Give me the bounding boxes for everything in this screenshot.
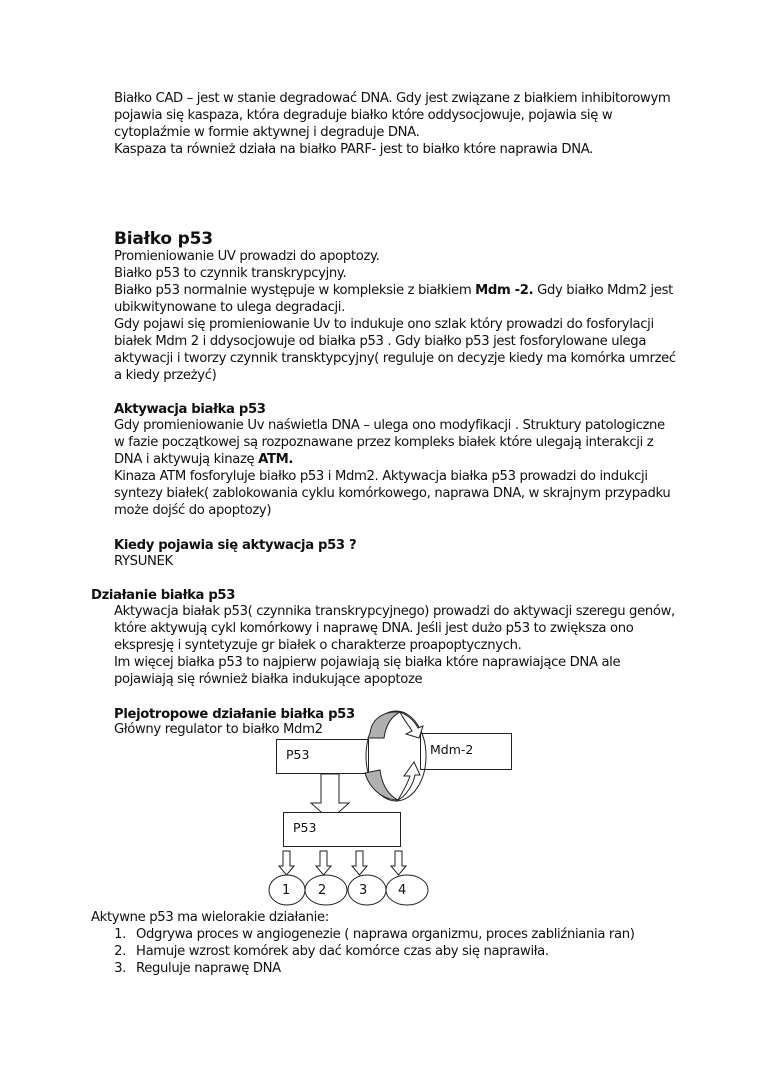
text-line: Główny regulator to białko Mdm2 <box>114 722 323 737</box>
text-line: pojawia się kaspaza, która degraduje białko które oddysocjowuje, pojawia się w <box>114 108 613 123</box>
section-heading: Działanie białka p53 <box>91 588 236 603</box>
target-label-4: 4 <box>398 883 406 898</box>
text-line: Kinaza ATM fosforyluje białko p53 i Mdm2. Aktywacja białka p53 prowadzi do indukcji <box>114 469 648 484</box>
list-number: 1. <box>114 927 126 942</box>
list-text: Hamuje wzrost komórek aby dać komórce czas aby się naprawiła. <box>136 944 549 959</box>
text-line: a kiedy przeżyć) <box>114 368 217 383</box>
down-arrow-icon <box>279 851 294 875</box>
list-item <box>92 961 281 978</box>
box-label: P53 <box>286 747 310 762</box>
text-span: Gdy białko Mdm2 jest <box>533 283 673 298</box>
target-label-3: 3 <box>359 883 367 898</box>
down-arrow-icon <box>352 851 367 875</box>
down-arrow-icon <box>391 851 406 875</box>
text-line: RYSUNEK <box>114 554 173 569</box>
box-label: P53 <box>293 820 317 835</box>
text-line: w fazie początkowej są rozpoznawane przez kompleks białek które ulegają interakcji z <box>114 435 654 450</box>
text-line: aktywacji i tworzy czynnik transktypcyjny( reguluje on decyzje kiedy ma komórka umrzeć <box>114 351 676 366</box>
cycle-arrows-icon <box>365 711 426 801</box>
list-text: Reguluje naprawę DNA <box>136 961 281 976</box>
text-line: Promieniowanie UV prowadzi do apoptozy. <box>114 249 380 264</box>
section-heading: Kiedy pojawia się aktywacja p53 ? <box>114 538 357 553</box>
target-label-2: 2 <box>318 883 326 898</box>
target-label-1: 1 <box>282 883 290 898</box>
list-item <box>92 944 549 961</box>
text-line: ekspresję i syntetyzuje gr białek o charakterze proapoptycznych. <box>114 638 522 653</box>
p53-box-bottom <box>283 812 401 847</box>
text-line: cytoplaźmie w formie aktywnej i degraduje DNA. <box>114 125 420 140</box>
text-line: może dojść do apoptozy) <box>114 503 272 518</box>
text-line: które aktywują cykl komórkowy i naprawę DNA. Jeśli jest dużo p53 to zwiększa ono <box>114 621 634 636</box>
text-line: Kaspaza ta również działa na białko PARF- jest to białko które naprawia DNA. <box>114 142 593 157</box>
summary-intro: Aktywne p53 ma wielorakie działanie: <box>91 910 329 925</box>
text-line: Białko p53 to czynnik transkrypcyjny. <box>114 266 347 281</box>
list-number: 2. <box>114 944 126 959</box>
text-span: DNA i aktywują kinazę <box>114 452 259 467</box>
text-span: Białko p53 normalnie występuje w kompleksie z białkiem <box>114 283 476 298</box>
bold-term: Mdm -2. <box>475 283 534 298</box>
text-line: Aktywacja białak p53( czynnika transkrypcyjnego) prowadzi do aktywacji szeregu genów, <box>114 604 675 619</box>
text-line: Gdy pojawi się promieniowanie Uv to indukuje ono szlak który prowadzi do fosforylacji <box>114 317 654 332</box>
text-line: syntezy białek( zablokowania cyklu komórkowego, naprawa DNA, w skrajnym przypadku <box>114 486 671 501</box>
section-heading: Białko p53 <box>114 229 213 249</box>
list-text: Odgrywa proces w angiogenezie ( naprawa organizmu, proces zabliźniania ran) <box>136 927 635 942</box>
text-line: Białko CAD – jest w stanie degradować DNA. Gdy jest związane z białkiem inhibitorowym <box>114 91 671 106</box>
list-item <box>92 927 635 944</box>
text-line: ubikwitynowane to ulega degradacji. <box>114 300 345 315</box>
list-number: 3. <box>114 961 126 976</box>
text-line: pojawiają się również białka indukujące apoptoze <box>114 672 423 687</box>
box-label: Mdm-2 <box>430 742 474 757</box>
down-arrow-icon <box>316 851 331 875</box>
section-heading: Aktywacja białka p53 <box>114 402 266 417</box>
text-line: białek Mdm 2 i ddysocjowuje od białka p53 . Gdy białko p53 jest fosforylowane ulega <box>114 334 647 349</box>
text-line: Gdy promieniowanie Uv naświetla DNA – ulega ono modyfikacji . Struktury patologiczne <box>114 418 665 433</box>
bold-term: ATM. <box>258 452 294 467</box>
text-line: Im więcej białka p53 to najpierw pojawiają się białka które naprawiające DNA ale <box>114 655 621 670</box>
section-heading: Plejotropowe działanie białka p53 <box>114 707 355 722</box>
small-down-arrows <box>279 851 406 875</box>
